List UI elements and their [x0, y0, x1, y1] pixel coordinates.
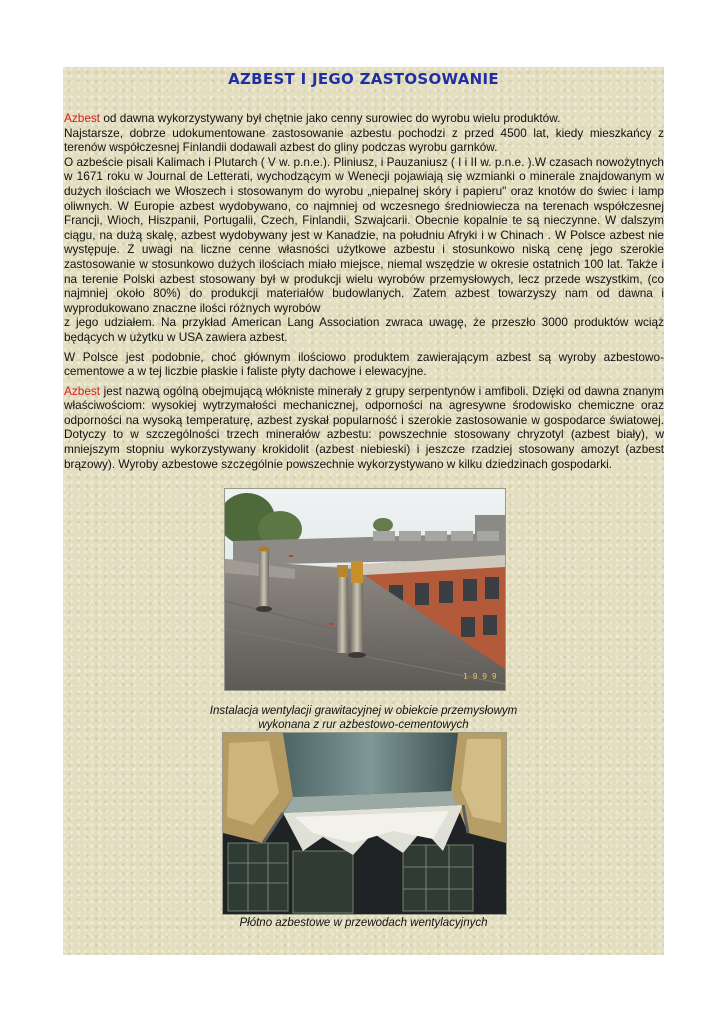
article-body	[64, 111, 664, 471]
page-title: AZBEST I JEGO ZASTOSOWANIE	[228, 70, 499, 88]
term-highlight: Azbest	[64, 111, 101, 125]
paragraph-1	[64, 111, 664, 126]
paragraph-5: W Polsce jest podobnie, choć głównym ilościowo produktem zawierającym azbest są wyroby azbestowo-cementowe a w tej liczbie płaskie i faliste płyty dachowe i elewacyjne.	[64, 349, 664, 379]
paragraph-text: od dawna wykorzystywany był chętnie jako cenny surowiec do wyrobu wielu produktów.	[100, 111, 561, 125]
duct-photo-image	[223, 733, 506, 914]
photo-asbestos-duct	[222, 732, 507, 915]
page-sheet	[63, 67, 664, 955]
term-highlight: Azbest	[64, 383, 101, 398]
photo-roof-ventilation	[224, 488, 506, 691]
photo-date-stamp: 1 9 9 9	[463, 672, 497, 681]
paragraph-6	[64, 384, 664, 472]
photo-caption-2: Płótno azbestowe w przewodach wentylacyjnych	[239, 917, 488, 929]
paragraph-3: O azbeście pisali Kalimach i Plutarch ( V w. p.n.e.). Pliniusz, i Pauzaniusz ( I i II w. p.n.e. ).W czasach nowożytnych w 1671 roku w Journal de Letterati, wychodzącym w Wenecji pojawiają się wzmianki o minerale znajdowanym w dużych ilościach we Włoszech i stosowanym do wyrobu „niepalnej skóry i papieru" oraz knotów do świec i lamp oliwnych. W Europie azbest wydobywano, co najmniej od wczesnego średniowiecza na terenach współczesnej Francji, Wioch, Hiszpanii, Portugalii, Czech, Finlandii, Szwajcarii. Obecnie kopalnie te są nieczynne. W dalszym ciągu, na dużą skalę, azbest wydobywany jest w Kanadzie, na południu Afryki i w Chinach . W Polsce azbest nie występuje. Z uwagi na liczne cenne własności użytkowe azbestu i stosunkowo niską cenę jego szerokie zastosowanie w stosunkowo dużych ilościach miało miejsce, niemal wszędzie w okresie ostatnich 100 lat. Także i na terenie Polski azbest stosowany był w produkcji wielu wyrobów przemysłowych, lecz przede wszystkim, (co najmniej około 80%) do produkcji materiałów budowlanych. Zatem azbest towarzyszy nam od dawna i wyprodukowano znaczne ilości różnych wyrobów	[64, 154, 664, 315]
paragraph-text: jest nazwą ogólną obejmującą włókniste minerały z grupy serpentynów i amfiboli. Dzięki od dawna znanym właściwościom: wysokiej wytrzymałości mechanicznej, odporności na agresywne środowisko chemiczne oraz odporności na wysoką temperaturę, azbest zyskał popularność i szerokie zastosowanie w gospodarce światowej. Dotyczy to w szczególności trzech minerałów azbestu: powszechnie stosowany chryzotyl (azbest biały), w mniejszym stopniu wykorzystywany krokidolit (azbest niebieski) i jeszcze rzadziej stosowany amozyt (azbest brązowy). Wyroby azbestowe szczególnie powszechnie wykorzystywano w kilku dziedzinach gospodarki.	[64, 383, 664, 471]
paragraph-4: z jego udziałem. Na przykład American Lang Association zwraca uwagę, że przeszło 3000 produktów wciąż będących w użytku w USA zawiera azbest.	[64, 315, 664, 344]
paragraph-2: Najstarsze, dobrze udokumentowane zastosowanie azbestu pochodzi z przed 4500 lat, kiedy mieszkańcy z terenów współczesnej Finlandii dodawali azbest do gliny podczas wyrobu garnków.	[64, 125, 664, 155]
roof-photo-image	[225, 489, 505, 690]
photo-caption-1: Instalacja wentylacji grawitacyjnej w obiekcie przemysłowym wykonana z rur azbestowo-cementowych	[209, 705, 518, 731]
